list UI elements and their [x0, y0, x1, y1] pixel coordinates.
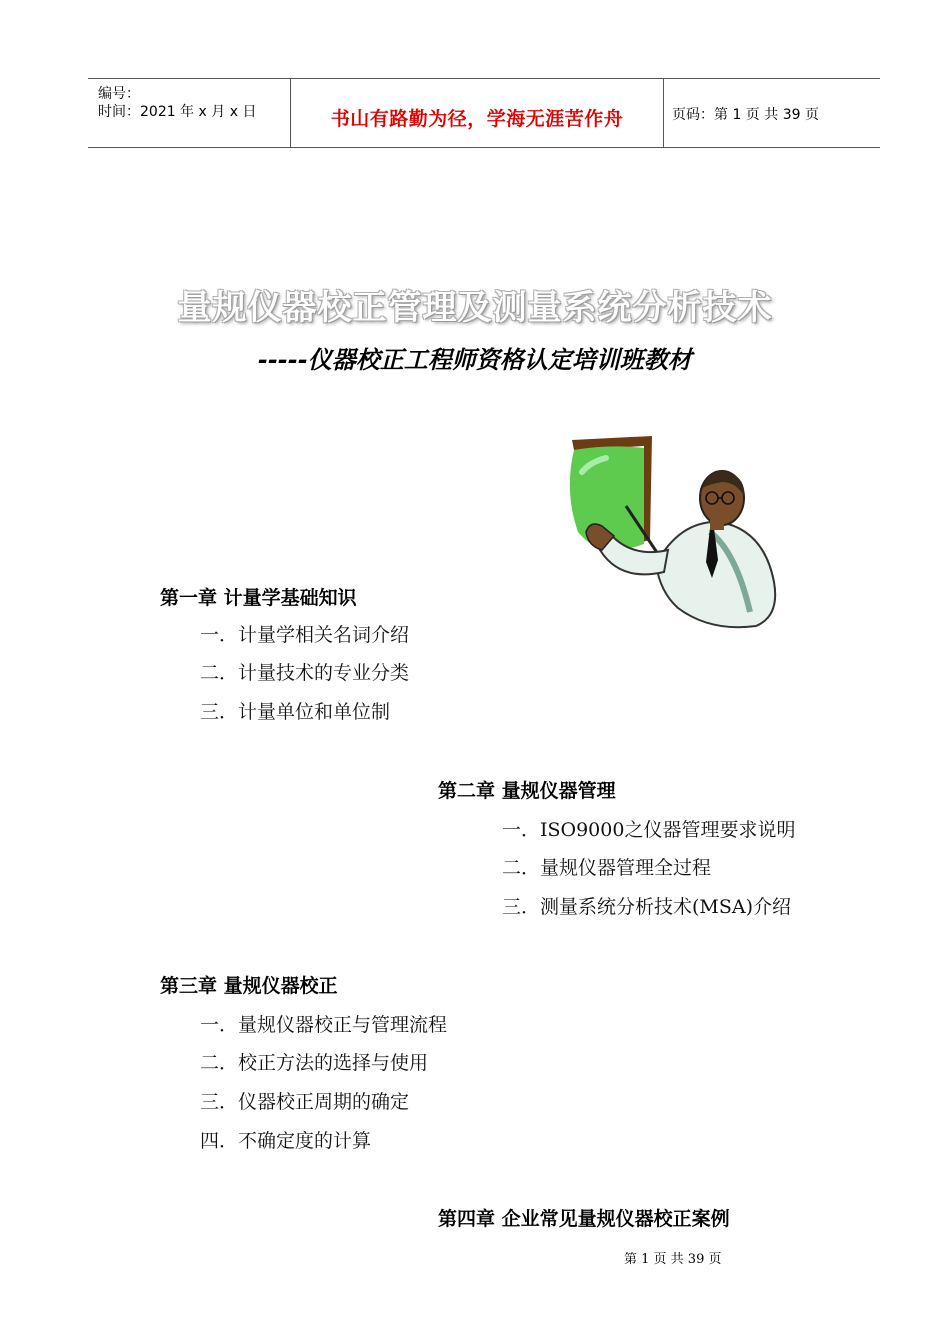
- chapter-2-item-3: 三．测量系统分析技术(MSA)介绍: [502, 896, 792, 918]
- document-title: 量规仪器校正管理及测量系统分析技术: [177, 288, 773, 328]
- teacher-at-board-illustration: [560, 432, 792, 632]
- chapter-1-item-1: 一．计量学相关名词介绍: [200, 624, 410, 646]
- chapter-1-item-2: 二．计量技术的专业分类: [200, 662, 410, 684]
- chapter-2-title: 第二章 量规仪器管理: [438, 780, 616, 802]
- chapter-3-item-1: 一．量规仪器校正与管理流程: [200, 1014, 448, 1036]
- motto-text: 书山有路勤为径，学海无涯苦作舟: [330, 108, 624, 130]
- header-motto-cell: [291, 79, 664, 147]
- chapter-3-item-2: 二．校正方法的选择与使用: [200, 1052, 429, 1074]
- page-header: [88, 78, 880, 148]
- chapter-3-title: 第三章 量规仪器校正: [160, 975, 338, 997]
- chapter-3-item-3: 三．仪器校正周期的确定: [200, 1091, 410, 1113]
- doc-number-label: 编号：: [98, 86, 140, 102]
- chapter-2-item-1: 一．ISO9000之仪器管理要求说明: [502, 819, 796, 841]
- chapter-2-item-2: 二．量规仪器管理全过程: [502, 857, 712, 879]
- header-info-cell: [88, 79, 291, 147]
- chapter-1-title: 第一章 计量学基础知识: [160, 587, 357, 609]
- chapter-1-item-3: 三．计量单位和单位制: [200, 701, 391, 723]
- page-footer: 第 1 页 共 39 页: [624, 1252, 722, 1267]
- chapter-4-title: 第四章 企业常见量规仪器校正案例: [438, 1208, 730, 1230]
- header-page-cell: [664, 79, 880, 147]
- page-info: 页码：第 1 页 共 39 页: [672, 107, 819, 123]
- time-line: 时间：2021 年 x 月 x 日: [98, 104, 257, 120]
- document-subtitle: -----仪器校正工程师资格认定培训班教材: [258, 346, 692, 374]
- chapter-3-item-4: 四．不确定度的计算: [200, 1130, 372, 1152]
